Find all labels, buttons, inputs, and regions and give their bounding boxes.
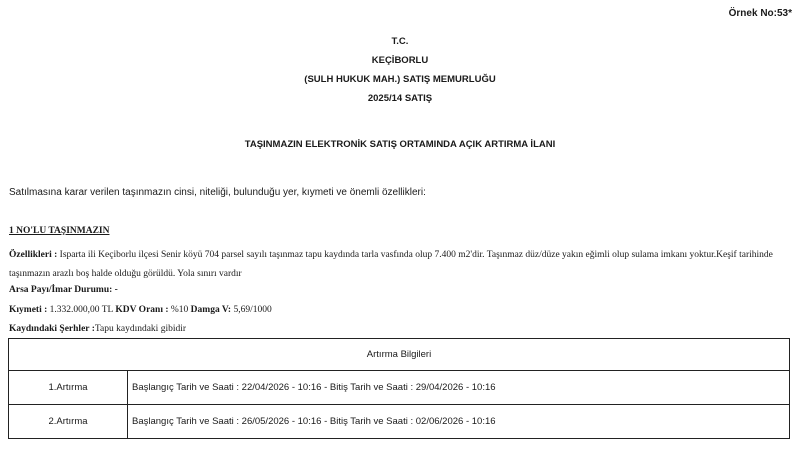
artirma-row-detail: Başlangıç Tarih ve Saati : 22/04/2026 - 10:16 - Bitiş Tarih ve Saati : 29/04/2026 - 10:16 (128, 371, 790, 405)
serhler-line (9, 324, 186, 334)
arsa-payi-label: Arsa Payı/İmar Durumu: - (9, 285, 118, 295)
artirma-row-detail: Başlangıç Tarih ve Saati : 26/05/2026 - 10:16 - Bitiş Tarih ve Saati : 02/06/2026 - 10:16 (128, 405, 790, 439)
damga-value: 5,69/1000 (231, 305, 272, 315)
table-row (9, 405, 790, 439)
ozellikleri-label: Özellikleri : (9, 250, 58, 260)
section-title: 1 NO'LU TAŞINMAZIN (9, 226, 110, 236)
serhler-value: Tapu kaydındaki gibidir (94, 324, 187, 334)
arsa-payi-line (9, 285, 118, 295)
header-location: KEÇİBORLU (371, 55, 429, 66)
header-office: (SULH HUKUK MAH.) SATIŞ MEMURLUĞU (304, 74, 496, 85)
ozellikleri-text: Isparta ili Keçiborlu ilçesi Senir köyü 704 parsel sayılı taşınmaz tapu kaydında tarla vasfında olup 7.400 m2'dir. Taşınmaz düz/düze yakın eğimli olup sulama imkanı yoktur.Keşif tarihinde taşınmazın arazlı boş halde olduğu görüldü. Yola sınırı vardır (9, 250, 773, 279)
damga-label: Damga V: (190, 305, 232, 315)
kiymeti-line (9, 305, 272, 315)
header-case-no: 2025/14 SATIŞ (367, 93, 433, 104)
header-tc: T.C. (391, 36, 409, 47)
artirma-table (8, 338, 790, 439)
kiymeti-value: 1.332.000,00 TL (47, 305, 116, 315)
ilan-title: TAŞINMAZIN ELEKTRONİK SATIŞ ORTAMINDA AÇIK ARTIRMA İLANI (244, 139, 556, 150)
ornek-no: Örnek No:53* (728, 8, 792, 19)
table-row (9, 371, 790, 405)
artirma-row-label: 1.Artırma (9, 371, 128, 405)
artirma-header: Artırma Bilgileri (9, 339, 790, 371)
artirma-row-label: 2.Artırma (9, 405, 128, 439)
intro-text: Satılmasına karar verilen taşınmazın cinsi, niteliği, bulunduğu yer, kıymeti ve önemli özellikleri: (9, 187, 426, 198)
serhler-label: Kaydındaki Şerhler : (9, 324, 95, 334)
document-header (0, 32, 800, 108)
kiymeti-label: Kıymeti : (9, 305, 48, 315)
kdv-value: %10 (168, 305, 191, 315)
ozellikleri-paragraph (9, 246, 789, 284)
kdv-label: KDV Oranı : (115, 305, 169, 315)
artirma-header-row (9, 339, 790, 371)
